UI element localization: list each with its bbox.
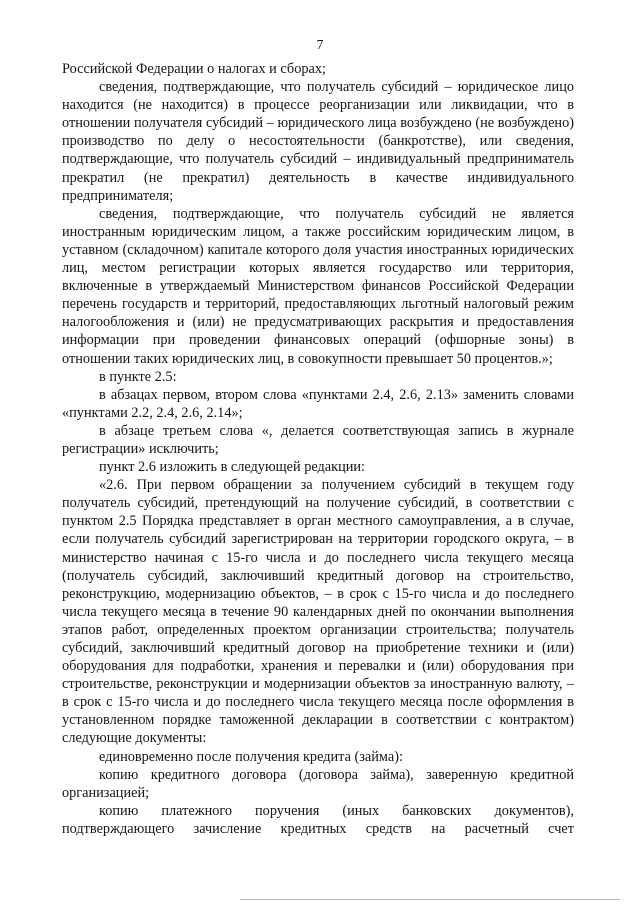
paragraph: в абзаце третьем слова «, делается соответствующая запись в журнале регистрации» исключить;: [62, 422, 574, 457]
paragraph: Российской Федерации о налогах и сборах;: [62, 61, 326, 77]
paragraph: в пункте 2.5:: [99, 368, 177, 385]
paragraph: сведения, подтверждающие, что получатель субсидий не является иностранным юридическим лицом, а также российским юридическим лицом, в уставном (складочном) капитале которого доля участия иностранных юридических лиц, местом регистрации которых является государство или территория, включенные в утверждаемый Министерством финансов Российской Федерации перечень государств и территорий, предоставляющих льготный налоговый режим налогообложения и (или) не предусматривающих раскрытия и предоставления информации при проведении финансовых операций (офшорные зоны) в отношении таких юридических лиц, в совокупности превышает 50 процентов.»;: [62, 205, 574, 367]
page-number: 7: [316, 38, 324, 53]
paragraph: в абзацах первом, втором слова «пунктами 2.4, 2.6, 2.13» заменить словами «пунктами 2.2, 2.4, 2.6, 2.14»;: [62, 386, 574, 421]
document-body: [62, 60, 574, 838]
paragraph: сведения, подтверждающие, что получатель субсидий – юридическое лицо находится (не находится) в процессе реорганизации или ликвидации, что в отношении получателя субсидий – юридического лица возбуждено (не возбуждено) производство по делу о несостоятельности (банкротстве), или сведения, подтверждающие, что получатель субсидий – индивидуальный предприниматель прекратил (не прекратил) деятельность в качестве индивидуального предпринимателя;: [62, 79, 574, 204]
paragraph: копию платежного поручения (иных банковских документов), подтверждающего зачисление кредитных средств на расчетный счет: [62, 802, 574, 837]
paragraph: единовременно после получения кредита (займа):: [99, 748, 403, 765]
bottom-edge-line: [240, 899, 620, 900]
paragraph: «2.6. При первом обращении за получением субсидий в текущем году получатель субсидий, претендующий на получение субсидий, в соответствии с пунктом 2.5 Порядка представляет в орган местного самоуправления, а в случае, если получатель субсидий зарегистрирован на территории городского округа, – в министерство начиная с 15-го числа и до последнего числа текущего месяца (получатель субсидий, заключивший кредитный договор на строительство, реконструкцию, модернизацию объектов, – в срок с 15-го числа и до последнего числа текущего месяца в течение 90 календарных дней по окончании выполнения этапов работ, определенных проектом организации строительства; получатель субсидий, заключивший кредитный договор на приобретение техники и (или) оборудования для подработки, хранения и перевалки и (или) оборудования при строительстве, реконструкции и модернизации объектов за иностранную валюту, – в срок с 15-го числа и до последнего числа текущего месяца после оформления в установленном порядке таможенной декларации в соответствии с контрактом) следующие документы:: [62, 477, 574, 747]
paragraph: копию кредитного договора (договора займа), заверенную кредитной организацией;: [62, 766, 574, 801]
paragraph: пункт 2.6 изложить в следующей редакции:: [99, 459, 366, 476]
